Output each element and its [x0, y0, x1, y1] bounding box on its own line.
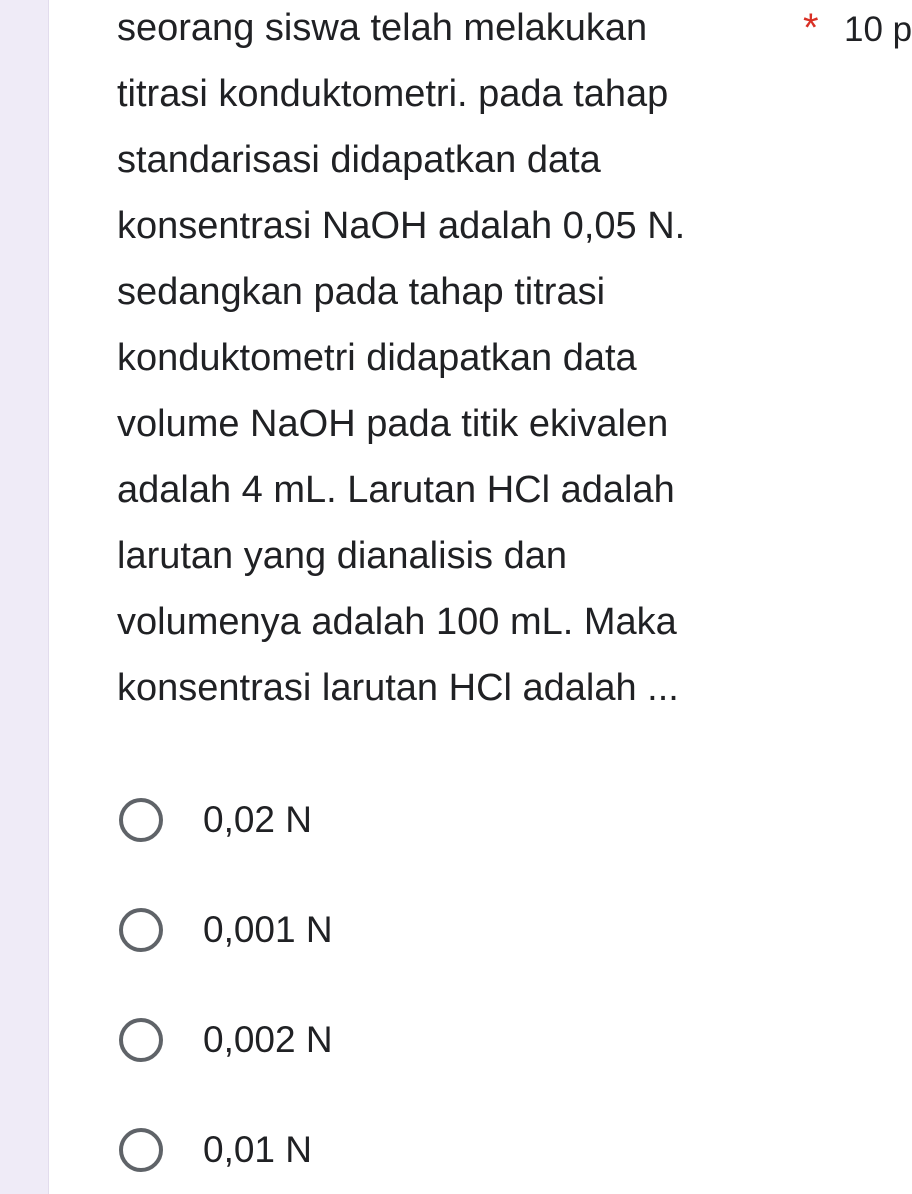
required-asterisk: * [803, 6, 819, 50]
question-line: konsentrasi larutan HCl adalah ... [117, 667, 679, 709]
question-line: volume NaOH pada titik ekivalen [117, 403, 669, 445]
question-line: sedangkan pada tahap titrasi [117, 271, 606, 313]
radio-button[interactable] [119, 908, 163, 952]
option-label: 0,001 N [203, 909, 333, 950]
question-line: konsentrasi NaOH adalah 0,05 N. [117, 205, 686, 247]
form-left-rail [0, 0, 49, 1194]
radio-button[interactable] [119, 798, 163, 842]
question-line: titrasi konduktometri. pada tahap [117, 73, 669, 115]
question-line: standarisasi didapatkan data [117, 139, 601, 181]
question-card [49, 0, 912, 1194]
radio-button[interactable] [119, 1128, 163, 1172]
option-0-001-n[interactable] [117, 890, 537, 970]
option-0-02-n[interactable] [117, 780, 537, 860]
question-line: larutan yang dianalisis dan [117, 535, 567, 577]
option-0-01-n[interactable] [117, 1110, 537, 1190]
question-line: seorang siswa telah melakukan [117, 7, 648, 49]
points-label: 10 p [844, 10, 912, 49]
question-line: volumenya adalah 100 mL. Maka [117, 601, 677, 643]
option-label: 0,002 N [203, 1019, 333, 1060]
option-label: 0,02 N [203, 799, 313, 840]
question-line: adalah 4 mL. Larutan HCl adalah [117, 469, 675, 511]
question-line: konduktometri didapatkan data [117, 337, 637, 379]
option-0-002-n[interactable] [117, 1000, 537, 1080]
option-label: 0,01 N [203, 1129, 313, 1170]
radio-button[interactable] [119, 1018, 163, 1062]
